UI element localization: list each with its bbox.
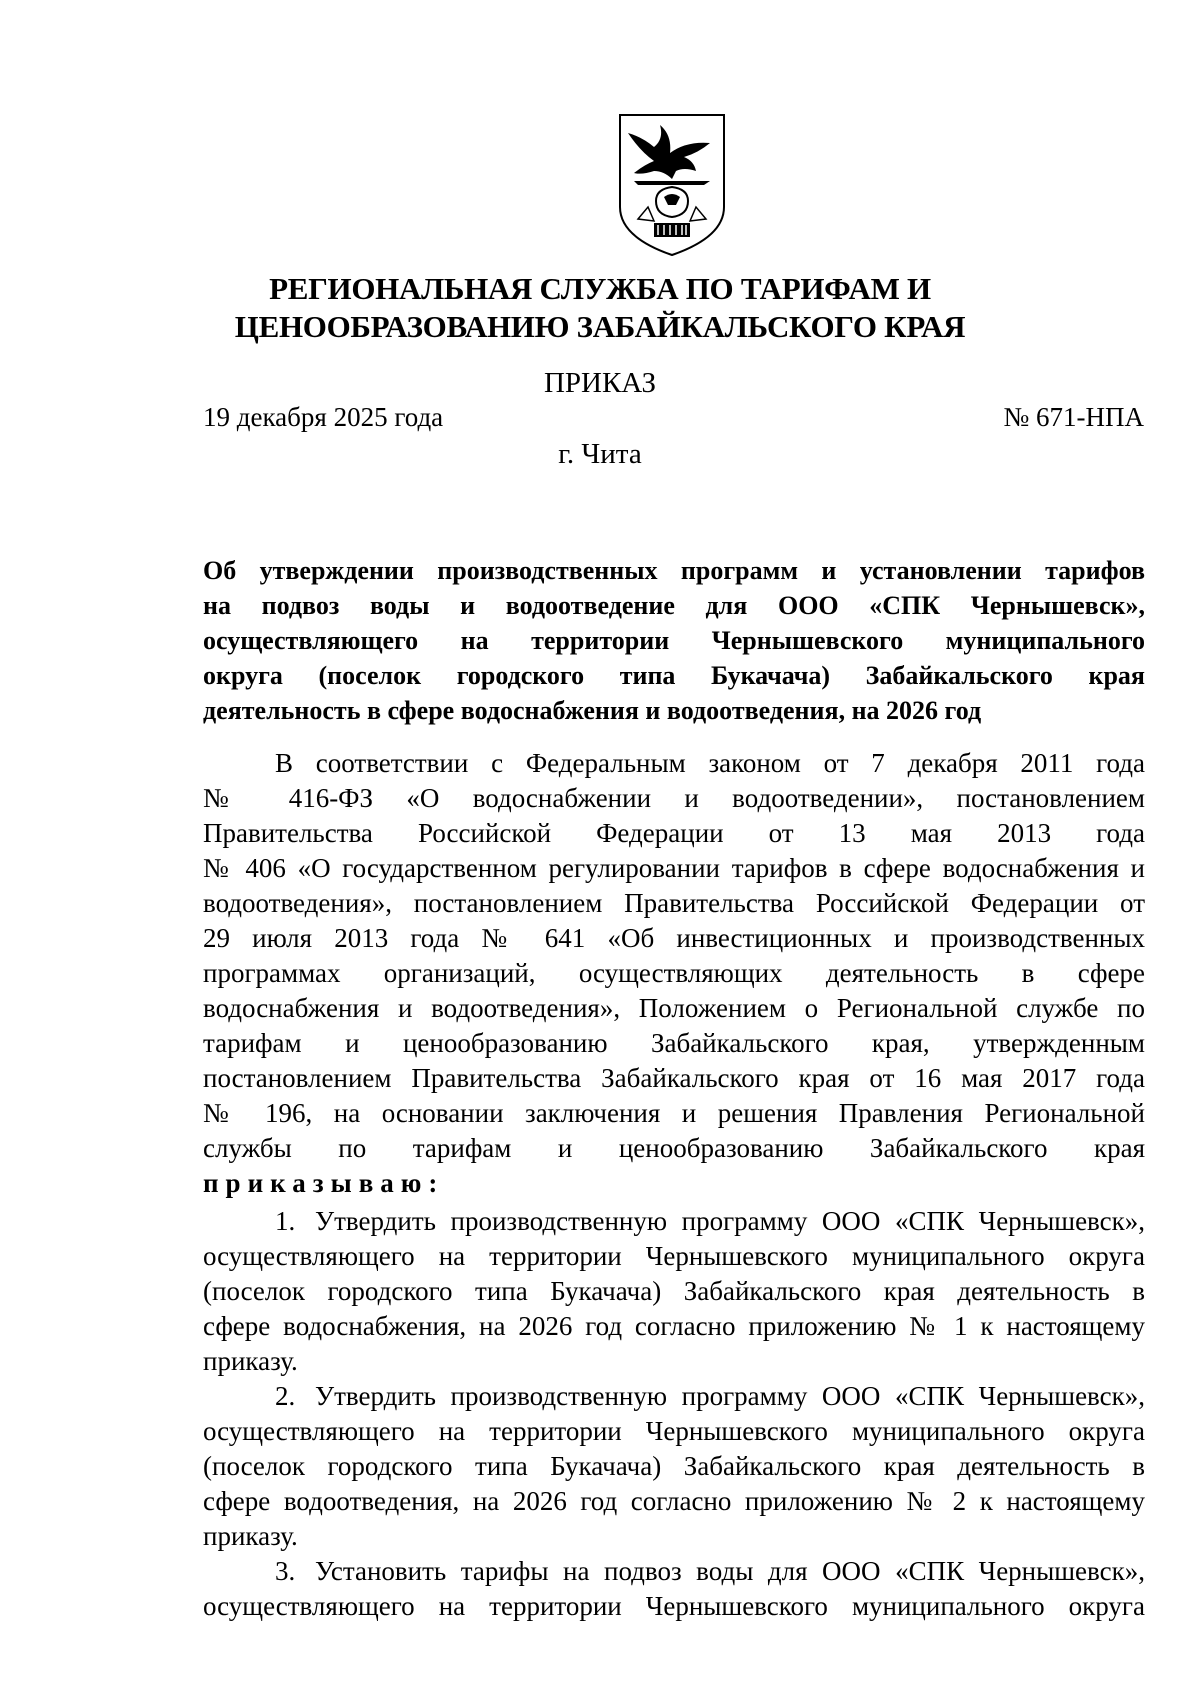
document-type: ПРИКАЗ: [543, 367, 657, 399]
preamble-line: постановлением Правительства Забайкальского края от 16 мая 2017 года: [203, 1063, 1145, 1093]
item-line: сфере водоотведения, на 2026 год согласно приложению № 2 к настоящему: [203, 1486, 1145, 1516]
document-date: 19 декабря 2025 года: [203, 402, 444, 432]
subject-line: на подвоз воды и водоотведение для ООО «СПК Чернышевск»,: [203, 591, 1145, 620]
item-first-line: [203, 1204, 1145, 1239]
item-line: сфере водоснабжения, на 2026 год согласно приложению № 1 к настоящему: [203, 1311, 1145, 1341]
organization-title-line-2: ЦЕНООБРАЗОВАНИЮ ЗАБАЙКАЛЬСКОГО КРАЯ: [234, 309, 966, 344]
item-first-line: [203, 1554, 1145, 1589]
subject-line: округа (поселок городского типа Букачача) Забайкальского края: [203, 661, 1145, 690]
item-line: осуществляющего на территории Чернышевского муниципального округа: [203, 1241, 1145, 1271]
item-line: (поселок городского типа Букачача) Забайкальского края деятельность в: [203, 1451, 1145, 1481]
subject-line: осуществляющего на территории Чернышевского муниципального: [203, 626, 1145, 655]
item-number: 2.: [275, 1381, 296, 1411]
coat-of-arms-eagle-icon: [614, 111, 730, 259]
preamble-line: службы по тарифам и ценообразованию Забайкальского края: [203, 1133, 1145, 1163]
preamble-line: водоотведения», постановлением Правительства Российской Федерации от: [203, 888, 1145, 918]
document-subject: [203, 553, 1145, 728]
preamble-line: водоснабжения и водоотведения», Положением о Региональной службе по: [203, 993, 1145, 1023]
item-line: приказу.: [203, 1346, 298, 1376]
item-line: (поселок городского типа Букачача) Забайкальского края деятельность в: [203, 1276, 1145, 1306]
subject-line: Об утверждении производственных программ и установлении тарифов: [203, 556, 1145, 585]
decree-word: приказываю:: [203, 1168, 445, 1198]
item-line: осуществляющего на территории Чернышевского муниципального округа: [203, 1416, 1145, 1446]
preamble-line: Правительства Российской Федерации от 13 мая 2013 года: [203, 818, 1145, 848]
order-item-3: [203, 1554, 1145, 1624]
preamble-line: № 416-ФЗ «О водоснабжении и водоотведении», постановлением: [203, 783, 1145, 813]
item-text: Установить тарифы на подвоз воды для ООО «СПК Чернышевск»,: [315, 1556, 1145, 1586]
preamble-line: В соответствии с Федеральным законом от 7 декабря 2011 года: [275, 748, 1145, 778]
document-number: № 671-НПА: [1003, 402, 1144, 432]
item-number: 3.: [275, 1556, 296, 1586]
decree-word-line: [203, 1166, 1145, 1201]
order-item-2: [203, 1379, 1145, 1554]
item-line: приказу.: [203, 1521, 298, 1551]
preamble-line: № 406 «О государственном регулировании тарифов в сфере водоснабжения и: [203, 853, 1145, 883]
item-line: осуществляющего на территории Чернышевского муниципального округа: [203, 1591, 1145, 1621]
item-number: 1.: [275, 1206, 296, 1236]
preamble-line: № 196, на основании заключения и решения Правления Региональной: [203, 1098, 1145, 1128]
item-text: Утвердить производственную программу ООО «СПК Чернышевск»,: [315, 1206, 1145, 1236]
preamble-line: программах организаций, осуществляющих деятельность в сфере: [203, 958, 1145, 988]
document-city: г. Чита: [558, 438, 642, 470]
order-item-1: [203, 1204, 1145, 1379]
preamble: [203, 746, 1145, 1201]
organization-title-line-1: РЕГИОНАЛЬНАЯ СЛУЖБА ПО ТАРИФАМ И: [269, 271, 931, 306]
item-first-line: [203, 1379, 1145, 1414]
subject-line: деятельность в сфере водоснабжения и водоотведения, на 2026 год: [203, 696, 982, 725]
item-text: Утвердить производственную программу ООО «СПК Чернышевск»,: [315, 1381, 1145, 1411]
preamble-line: тарифам и ценообразованию Забайкальского края, утвержденным: [203, 1028, 1145, 1058]
preamble-line: 29 июля 2013 года № 641 «Об инвестиционных и производственных: [203, 923, 1145, 953]
